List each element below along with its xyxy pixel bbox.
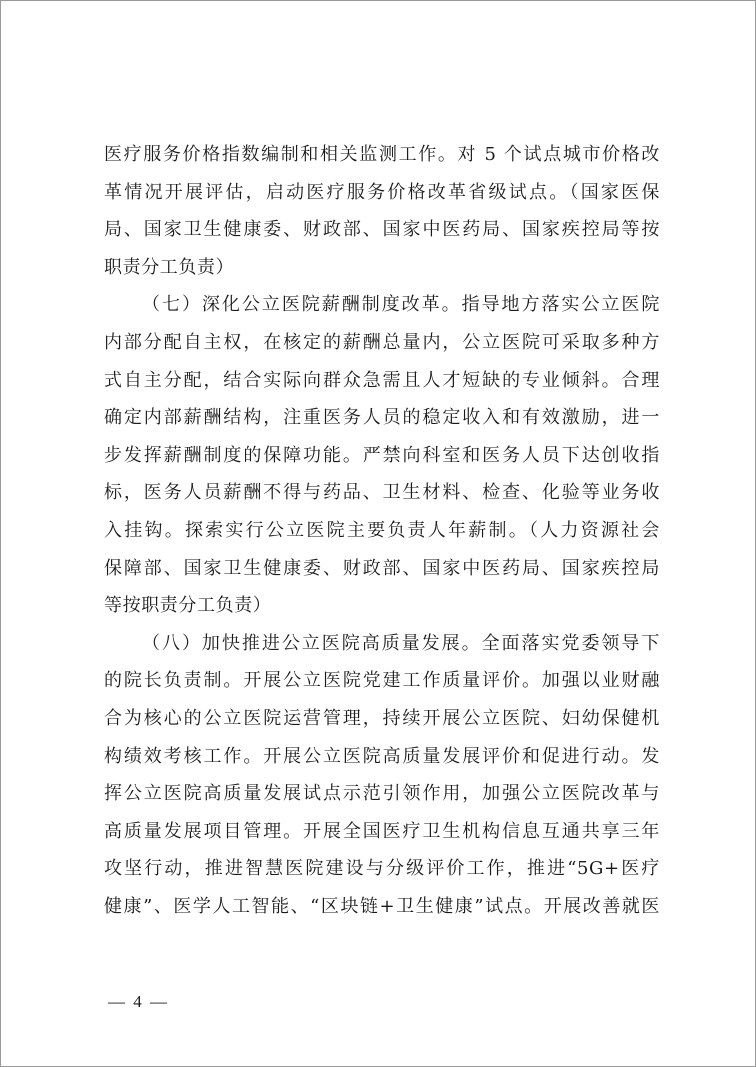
text-line: 步发挥薪酬制度的保障功能。严禁向科室和医务人员下达创收指 bbox=[104, 444, 660, 466]
text-line: 革情况开展评估，启动医疗服务价格改革省级试点。（国家医保 bbox=[104, 181, 660, 203]
text-line: 挥公立医院高质量发展试点示范引领作用，加强公立医院改革与 bbox=[104, 783, 660, 805]
text-line: 等按职责分工负责） bbox=[104, 595, 272, 617]
text-line: 高质量发展项目管理。开展全国医疗卫生机构信息互通共享三年 bbox=[104, 820, 660, 842]
text-line: 合为核心的公立医院运营管理，持续开展公立医院、妇幼保健机 bbox=[104, 707, 660, 729]
text-line: （八）加快推进公立医院高质量发展。全面落实党委领导下 bbox=[142, 632, 660, 654]
text-line: 健康”、医学人工智能、“区块链+卫生健康”试点。开展改善就医 bbox=[104, 895, 660, 917]
text-line: 的院长负责制。开展公立医院党建工作质量评价。加强以业财融 bbox=[104, 670, 660, 692]
text-line: 入挂钩。探索实行公立医院主要负责人年薪制。（人力资源社会 bbox=[104, 519, 660, 541]
text-line: 确定内部薪酬结构，注重医务人员的稳定收入和有效激励，进一 bbox=[104, 407, 660, 429]
text-line: 医疗服务价格指数编制和相关监测工作。对 5 个试点城市价格改 bbox=[104, 144, 660, 165]
text-line: 攻坚行动，推进智慧医院建设与分级评价工作，推进“5G+医疗 bbox=[104, 858, 660, 880]
text-line: 式自主分配，结合实际向群众急需且人才短缺的专业倾斜。合理 bbox=[104, 369, 660, 391]
text-line: 内部分配自主权，在核定的薪酬总量内，公立医院可采取多种方 bbox=[104, 331, 660, 353]
text-line: 职责分工负责） bbox=[104, 256, 235, 278]
document-body bbox=[104, 140, 660, 929]
text-line: 局、国家卫生健康委、财政部、国家中医药局、国家疾控局等按 bbox=[104, 219, 660, 241]
text-line: 构绩效考核工作。开展公立医院高质量发展评价和促进行动。发 bbox=[104, 745, 660, 767]
text-line: 标，医务人员薪酬不得与药品、卫生材料、检查、化验等业务收 bbox=[104, 482, 660, 504]
text-line: 保障部、国家卫生健康委、财政部、国家中医药局、国家疾控局 bbox=[104, 557, 660, 579]
page-number: — 4 — bbox=[108, 992, 169, 1011]
text-line: （七）深化公立医院薪酬制度改革。指导地方落实公立医院 bbox=[142, 294, 660, 316]
